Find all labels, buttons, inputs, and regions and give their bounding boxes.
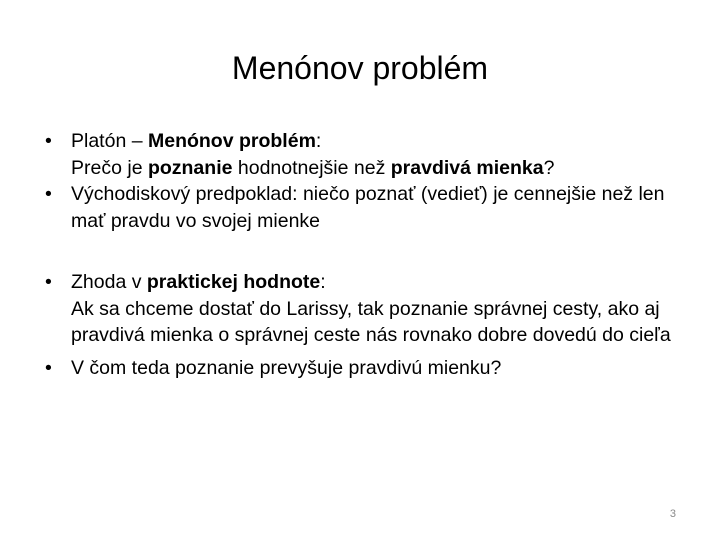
bullet-dot: • [45,271,52,293]
text-span: Zhoda v [71,271,147,293]
text-span: Prečo je [71,156,148,179]
bullet-premise [45,181,685,234]
bullet-practical-value [45,269,685,349]
bold-term: praktickej hodnote [146,271,321,293]
spacer [45,234,685,269]
slide-content [45,128,685,381]
bullet-practical-line2: Ak sa chceme dostať do Larissy, tak poznanie správnej cesty, ako aj pravdivá mienka o správnej ceste nás rovnako dobre dovedú do cieľa [71,297,671,346]
text-span: : [315,130,322,152]
bullet-plato-line1 [71,128,685,155]
text-span: ? [543,156,555,179]
bullet-plato [45,128,685,181]
bold-term: pravdivá mienka [390,156,544,179]
page-number: 3 [669,508,676,520]
slide-title: Menónov problém [231,50,489,86]
bullet-plato-line2 [71,155,685,182]
bold-term: Menónov problém [147,130,316,152]
bullet-practical-line1 [71,269,685,296]
bullet-dot: • [45,130,52,152]
bullet-question-text: V čom teda poznanie prevyšuje pravdivú mienku? [71,356,502,379]
bullet-dot: • [45,356,52,379]
bold-term: poznanie [147,156,233,179]
bullet-question [45,355,685,382]
bullet-dot: • [45,183,52,205]
text-span: hodnotnejšie než [232,156,391,179]
text-span: : [320,271,326,293]
text-span: Platón – [71,130,148,152]
bullet-premise-text: Východiskový predpoklad: niečo poznať (vedieť) je cennejšie než len mať pravdu vo svojej mienke [71,183,665,232]
